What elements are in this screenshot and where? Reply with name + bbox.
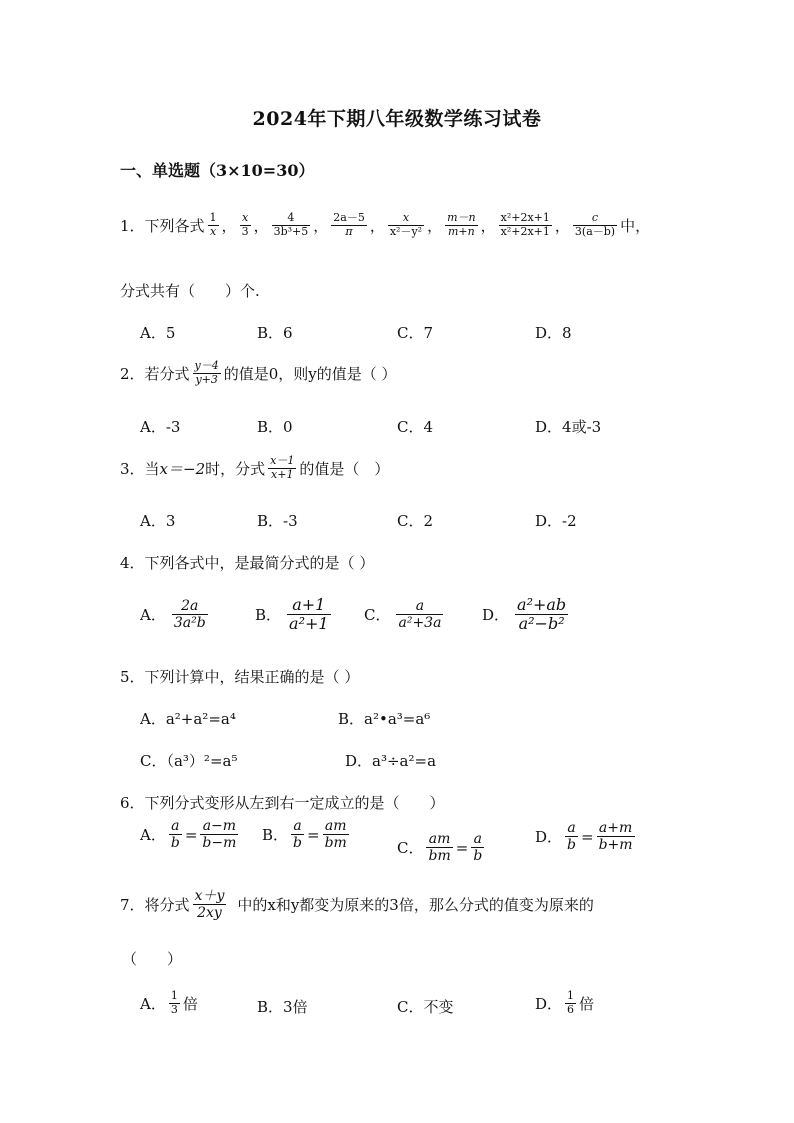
q5-option-b: B．a²•a³=a⁶ <box>338 710 431 728</box>
q7-option-d: D． $\frac{1}{6}$ 倍 <box>535 989 595 1016</box>
q1-option-a: A．5 <box>140 324 176 342</box>
q6-c-left: $\frac{am}{bm}$ <box>428 831 451 865</box>
q6-option-c: C． $\frac{am}{bm}$ = $\frac{a}{b}$ <box>397 831 483 865</box>
q3-option-a: A．3 <box>140 512 176 530</box>
q3-option-c: C．2 <box>397 512 434 530</box>
q4-option-c: C． $\frac{a}{\text{a²+3a}}$ <box>364 598 442 632</box>
q2-option-b: B．0 <box>257 418 293 436</box>
q7-option-a: A． $\frac{1}{3}$ 倍 <box>140 989 198 1016</box>
q1-frac-2: $\frac{x}{3}$ <box>241 211 249 238</box>
q4-frac-a: $\frac{2a}{\text{3a²b}}$ <box>173 598 206 632</box>
q3-condition: x＝−2 <box>159 459 206 478</box>
q2-option-d: D．4或-3 <box>535 418 602 436</box>
q4-frac-d: $\frac{\text{a²+ab}}{\text{a²−b²}}$ <box>517 595 567 634</box>
q7-option-c: C．不变 <box>397 998 454 1016</box>
question-7 <box>120 888 594 921</box>
q2-suffix: 的值是0，则y的值是（ ） <box>223 364 397 383</box>
q1-frac-3: $\frac{4}{\text{3b³+5}}$ <box>273 211 309 238</box>
question-5: 5．下列计算中，结果正确的是（ ） <box>120 668 360 686</box>
q6-b-left: $\frac{a}{b}$ <box>293 818 302 852</box>
q3-mid: 时，分式 <box>205 459 266 478</box>
q4-frac-b: $\frac{a+1}{\text{a²+1}}$ <box>289 595 329 634</box>
q5-option-c: C．（a³）²=a⁵ <box>140 752 238 770</box>
q1-frac-7: $\frac{\text{x²+2x+1}}{\text{x²+2x+1}}$ <box>500 211 550 238</box>
q4-frac-c: $\frac{a}{\text{a²+3a}}$ <box>398 598 442 632</box>
q3-option-b: B．-3 <box>257 512 298 530</box>
q7-suffix: 中的x和y都变为原来的3倍，那么分式的值变为原来的 <box>237 896 594 915</box>
q3-suffix: 的值是（ ） <box>299 459 390 478</box>
question-1: 1．下列各式 $\frac{1}{x}$ ， $\frac{x}{3}$ ， $\frac{4}{\text{3b³+5}}$ ， $\frac{2a-5}{\pi}$ ， $\frac{x}{\text{x²－y²}}$ ， $\frac{m-n}{m+n}$ ， $\frac{\text{x²+2x+1}}{\text{x²+2x+1}}$ ， $\frac{c}{3(a-b)}$ 中， <box>120 211 651 238</box>
q7-frac: $\frac{x+y}{2xy}$ <box>194 888 225 922</box>
q5-option-d: D．a³÷a²=a <box>345 752 437 770</box>
q6-a-right: $\frac{a-m}{b-m}$ <box>202 818 237 852</box>
q6-d-left: $\frac{a}{b}$ <box>567 820 576 854</box>
q6-b-right: $\frac{am}{bm}$ <box>324 818 347 852</box>
q6-a-left: $\frac{a}{b}$ <box>170 818 180 852</box>
question-4: 4．下列各式中，是最简分式的是（ ） <box>120 554 375 572</box>
q6-option-a: A． $\frac{a}{b}$ = $\frac{a-m}{b-m}$ <box>140 818 237 852</box>
q1-frac-4: $\frac{2a-5}{\pi}$ <box>333 211 365 238</box>
q1-line2: 分式共有（ ）个. <box>120 282 260 300</box>
q6-c-right: $\frac{a}{b}$ <box>473 831 483 865</box>
q2-prefix: 2．若分式 <box>120 364 190 383</box>
section-heading: 一、单选题（3×10=30） <box>120 161 315 180</box>
q7-frac-a: $\frac{1}{3}$ <box>170 989 178 1016</box>
q4-option-a: A． $\frac{2a}{\text{3a²b}}$ <box>140 598 206 632</box>
q7-line2: （ ） <box>122 950 183 968</box>
q1-frac-8: $\frac{c}{3(a-b)}$ <box>574 211 616 238</box>
q6-d-right: $\frac{a+m}{b+m}$ <box>598 820 633 854</box>
q1-option-b: B．6 <box>257 324 293 342</box>
q6-option-d: D． $\frac{a}{b}$ = $\frac{a+m}{b+m}$ <box>535 820 633 854</box>
q3-prefix: 3．当 <box>120 459 160 478</box>
q5-option-a: A．a²+a²=a⁴ <box>140 710 236 728</box>
q3-option-d: D．-2 <box>535 512 577 530</box>
page-title: 2024年下期八年级数学练习试卷 <box>252 108 542 130</box>
question-2 <box>120 360 397 386</box>
q4-option-d: D． $\frac{\text{a²+ab}}{\text{a²−b²}}$ <box>482 595 567 634</box>
q2-option-a: A．-3 <box>140 418 181 436</box>
q1-suffix: 中， <box>620 216 651 235</box>
q1-frac-5: $\frac{x}{\text{x²－y²}}$ <box>389 211 423 238</box>
q1-frac-6: $\frac{m-n}{m+n}$ <box>447 211 476 238</box>
q1-option-d: D．8 <box>535 324 572 342</box>
q1-prefix: 1．下列各式 <box>120 216 205 235</box>
q1-option-c: C．7 <box>397 324 434 342</box>
q2-option-c: C．4 <box>397 418 434 436</box>
q4-option-b: B． $\frac{a+1}{\text{a²+1}}$ <box>255 595 329 634</box>
q7-frac-d: $\frac{1}{6}$ <box>567 989 575 1016</box>
q1-frac-1: $\frac{1}{x}$ <box>209 211 217 238</box>
question-3 <box>120 455 389 481</box>
q7-prefix: 7．将分式 <box>120 896 190 915</box>
q2-frac: $\frac{y-4}{y+3}$ <box>194 359 219 386</box>
q6-option-b: B． $\frac{a}{b}$ = $\frac{am}{bm}$ <box>262 818 347 852</box>
question-6: 6．下列分式变形从左到右一定成立的是（ ） <box>120 794 445 812</box>
q3-frac: $\frac{x-1}{x+1}$ <box>270 454 295 481</box>
q7-option-b: B．3倍 <box>257 998 308 1016</box>
